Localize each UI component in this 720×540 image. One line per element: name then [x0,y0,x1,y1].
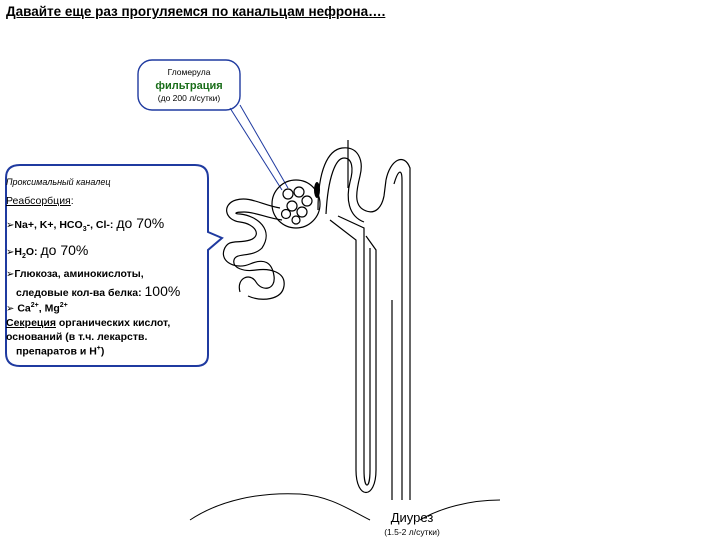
proximal-header: Проксимальный каналец [6,177,111,187]
ions-tail: -, Cl-: [86,219,114,232]
glucose-line-1 [6,267,216,282]
loop-of-henle [318,148,410,500]
filtration-label: фильтрация [155,80,223,93]
mg-sup: 2+ [59,301,68,309]
water-h: H [14,245,22,258]
glucose-line-2 [6,282,216,301]
secretion-sup: + [96,345,101,353]
secretion-label: Секреция [6,316,56,329]
glomerulus-capsule [272,180,320,228]
water-o: O: [25,245,38,258]
glomerulus-label: Гломерула [167,67,211,77]
bullet-arrow-icon: ➢ [6,303,15,315]
ca-sup: 2+ [30,301,39,309]
renal-pelvis-outline [190,494,370,520]
bullet-arrow-icon: ➢ [6,246,15,258]
water-line [6,241,216,262]
ions-prefix: Na [14,219,28,232]
glomerulus-pointer-line [230,108,282,190]
secretion-line-1 [6,316,216,330]
diuresis-volume: (1.5-2 л/сутки) [384,527,440,537]
ions-line [6,214,216,235]
diuresis-label: Диурез [390,510,434,525]
secretion-text-2: оснований (в т.ч. лекарств. [6,330,148,343]
bullet-arrow-icon: ➢ [6,220,15,232]
ions-hco-sub: 3 [82,226,87,234]
secretion-end: ) [100,345,105,358]
diuresis-label-block [372,510,452,537]
glucose-text-2: следовые кол-ва белка: [16,286,142,299]
filtration-volume: (до 200 л/сутки) [157,93,221,104]
water-percent: до 70% [40,241,89,258]
secretion-line-2 [6,330,216,344]
ca-text: Ca [17,302,31,315]
proximal-callout-text [6,170,216,359]
glomerulus-pointer-line-2 [240,105,288,188]
reabsorption-colon: : [70,195,74,208]
glucose-text-1: Глюкоза, аминокислоты, [14,268,144,281]
glucose-percent: 100% [144,282,181,299]
ca-mg-line [6,301,216,316]
water-sub: 2 [21,252,26,260]
secretion-line-3 [6,344,216,359]
secretion-text-3: препаратов и H [16,345,97,358]
ions-rest: +, K+, HCO [27,219,83,232]
glomerulus-callout [138,62,240,110]
secretion-text-1: органических кислот, [55,316,171,329]
bullet-arrow-icon: ➢ [6,269,15,281]
ions-percent: до 70% [116,215,165,232]
reabsorption-heading [6,194,216,208]
page-title: Давайте еще раз прогуляемся по канальцам нефрона…. [6,4,386,19]
mg-text: , Mg [38,302,60,315]
reabsorption-label: Реабсорбция [6,195,71,208]
